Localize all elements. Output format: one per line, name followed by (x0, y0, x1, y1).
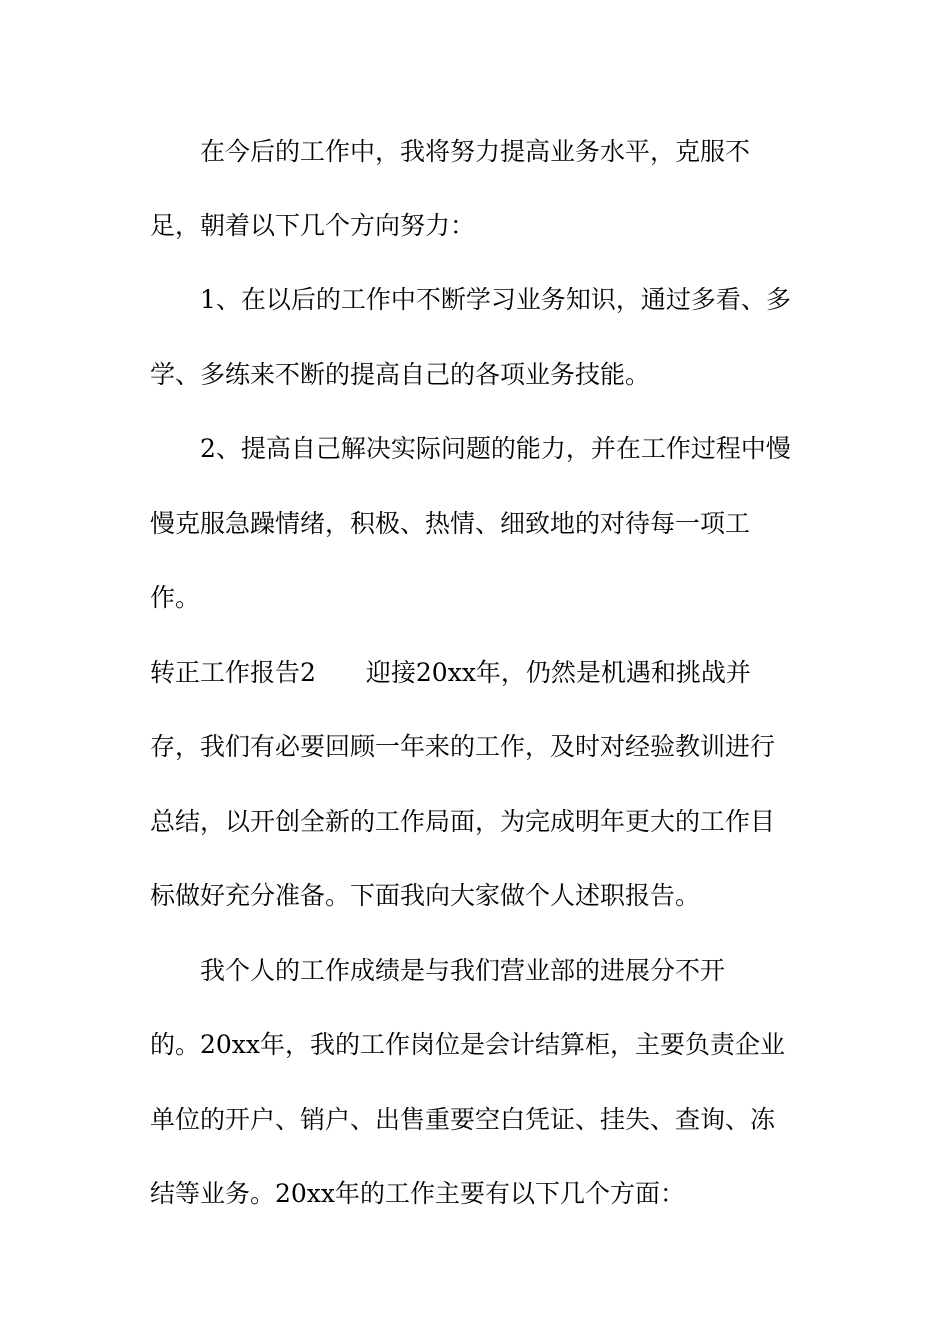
text-line: 1、在以后的工作中不断学习业务知识，通过多看、多 (150, 285, 791, 314)
text-line: 在今后的工作中，我将努力提高业务水平，克服不 (150, 137, 751, 166)
text-line: 标做好充分准备。下面我向大家做个人述职报告。 (150, 881, 701, 910)
text-line: 的。20xx年，我的工作岗位是会计结算柜，主要负责企业 (150, 1030, 786, 1059)
text-line: 存，我们有必要回顾一年来的工作，及时对经验教训进行 (150, 732, 776, 761)
text-line: 学、多练来不断的提高自己的各项业务技能。 (150, 360, 651, 389)
text-line: 作。 (150, 583, 201, 612)
text-line: 结等业务。20xx年的工作主要有以下几个方面： (150, 1179, 686, 1208)
text-line: 我个人的工作成绩是与我们营业部的进展分不开 (150, 956, 726, 985)
text-line: 2、提高自己解决实际问题的能力，并在工作过程中慢 (150, 434, 791, 463)
text-line: 总结，以开创全新的工作局面，为完成明年更大的工作目 (150, 807, 776, 836)
text-line: 慢克服急躁情绪，积极、热情、细致地的对待每一项工 (150, 509, 751, 538)
text-line: 转正工作报告2 迎接20xx年，仍然是机遇和挑战并 (150, 658, 751, 687)
text-line: 单位的开户、销户、出售重要空白凭证、挂失、查询、冻 (150, 1105, 776, 1134)
text-line: 足，朝着以下几个方向努力： (150, 211, 476, 240)
